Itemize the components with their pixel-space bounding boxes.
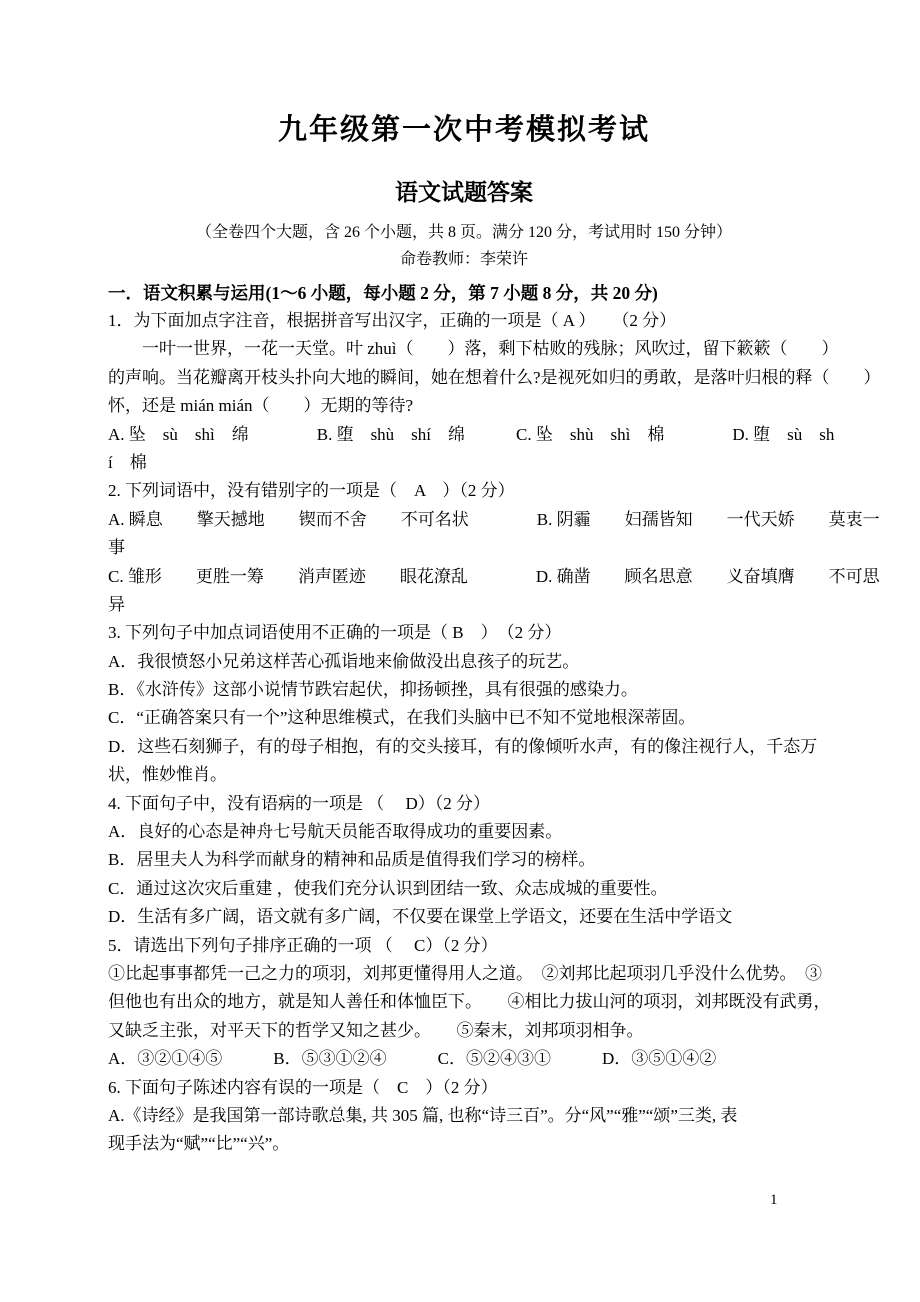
document-body — [108, 0, 881, 1159]
question-1 — [108, 307, 881, 477]
page-number: 1 — [770, 1192, 778, 1208]
question-5 — [108, 932, 831, 1074]
question-3-option-c: C．“正确答案只有一个”这种思维模式，在我们头脑中已不知不觉地根深蒂固。 — [108, 708, 696, 728]
exam-title: 九年级第一次中考模拟考试 — [277, 114, 650, 146]
exam-subtitle: 语文试题答案 — [395, 180, 533, 205]
question-6-option-a: A.《诗经》是我国第一部诗歌总集, 共 305 篇, 也称“诗三百”。分“风”“雅”“颂”三类, 表 — [108, 1105, 738, 1125]
question-5-options: A．③②①④⑤ B．⑤③①②④ C．⑤②④③① D．③⑤①④② — [108, 1049, 717, 1069]
question-6 — [108, 1074, 820, 1159]
question-4-option-c: C．通过这次灾后重建 ，使我们充分认识到团结一致、众志成城的重要性。 — [108, 878, 668, 898]
question-5-sentence-3: 又缺乏主张，对平天下的哲学又知之甚少。 ⑤秦末，刘邦项羽相争。 — [108, 1020, 644, 1040]
question-3-stem: 3. 下列句子中加点词语使用不正确的一项是（ B ） （2 分） — [108, 623, 562, 643]
exam-info-line: （全卷四个大题，含 26 个小题，共 8 页。满分 120 分，考试用时 150 分钟） — [195, 224, 732, 241]
question-2-stem: 2. 下列词语中，没有错别字的一项是（ A ）（2 分） — [108, 481, 515, 501]
question-2-options-cd: C. 雏形 更胜一筹 消声匿迹 眼花潦乱 D. 确凿 顾名思意 义奋填膺 不可思 — [108, 566, 880, 586]
question-4-stem: 4. 下面句子中，没有语病的一项是 （ D）（2 分） — [108, 793, 491, 813]
question-3-option-b: B．《水浒传》这部小说情节跌宕起伏，抑扬顿挫，具有很强的感染力。 — [108, 680, 638, 700]
question-4 — [108, 790, 820, 932]
question-3-option-a: A．我很愤怒小兄弟这样苦心孤诣地来偷做没出息孩子的玩艺。 — [108, 651, 580, 671]
question-2-options-ab-wrap: 事 — [108, 538, 125, 558]
question-3 — [108, 619, 820, 789]
question-3-option-d: D．这些石刻狮子，有的母子相抱，有的交头接耳，有的像倾听水声，有的像注视行人，千态万 — [108, 736, 818, 756]
question-1-options-wrap: í 棉 — [108, 452, 147, 472]
text-line: 怀，还是 mián mián（ ）无期的等待? — [108, 396, 414, 416]
question-2-options-ab: A. 瞬息 擎天撼地 锲而不舍 不可名状 B. 阴霾 妇孺皆知 一代天娇 莫衷一 — [108, 509, 880, 529]
question-2-options-cd-wrap: 异 — [108, 594, 125, 614]
text-line: 一叶一世界，一花一天堂。叶 zhuì（ ）落，剩下枯败的残脉；风吹过，留下簌簌（ ） — [108, 339, 839, 359]
text-line: 的声响。当花瓣离开枝头扑向大地的瞬间，她在想着什么?是视死如归的勇敢，是落叶归根的释（ ） — [108, 367, 881, 387]
question-6-option-a-wrap: 现手法为“赋”“比”“兴”。 — [108, 1134, 290, 1154]
question-4-option-a: A．良好的心态是神舟七号航天员能否取得成功的重要因素。 — [108, 822, 563, 842]
question-5-sentence-1: ①比起事事都凭一己之力的项羽，刘邦更懂得用人之道。 ②刘邦比起项羽几乎没什么优势。 ③ — [108, 963, 822, 983]
question-4-option-d: D．生活有多广阔，语文就有多广阔，不仅要在课堂上学语文，还要在生活中学语文 — [108, 907, 733, 927]
question-6-stem: 6. 下面句子陈述内容有误的一项是（ C ）（2 分） — [108, 1077, 498, 1097]
exam-author-line: 命卷教师：李荣许 — [399, 251, 528, 268]
question-2 — [108, 477, 880, 619]
question-3-option-d-wrap: 状，惟妙惟肖。 — [108, 765, 227, 785]
section-heading: 一．语文积累与运用(1～6 小题，每小题 2 分，第 7 小题 8 分，共 20 分) — [108, 283, 658, 303]
question-5-sentence-2: 但他也有出众的地方，就是知人善任和体恤臣下。 ④相比力拔山河的项羽，刘邦既没有武勇， — [108, 992, 831, 1012]
question-1-stem: 1．为下面加点字注音，根据拼音写出汉字，正确的一项是（ A ） （2 分） — [108, 311, 677, 330]
question-1-options: A. 坠 sù shì 绵 B. 堕 shù shí 绵 C. 坠 shù shì 棉 D. 堕 sù sh — [108, 424, 835, 444]
question-4-option-b: B．居里夫人为科学而献身的精神和品质是值得我们学习的榜样。 — [108, 850, 596, 870]
question-5-stem: 5．请选出下列句子排序正确的一项 （ C）（2 分） — [108, 935, 498, 955]
